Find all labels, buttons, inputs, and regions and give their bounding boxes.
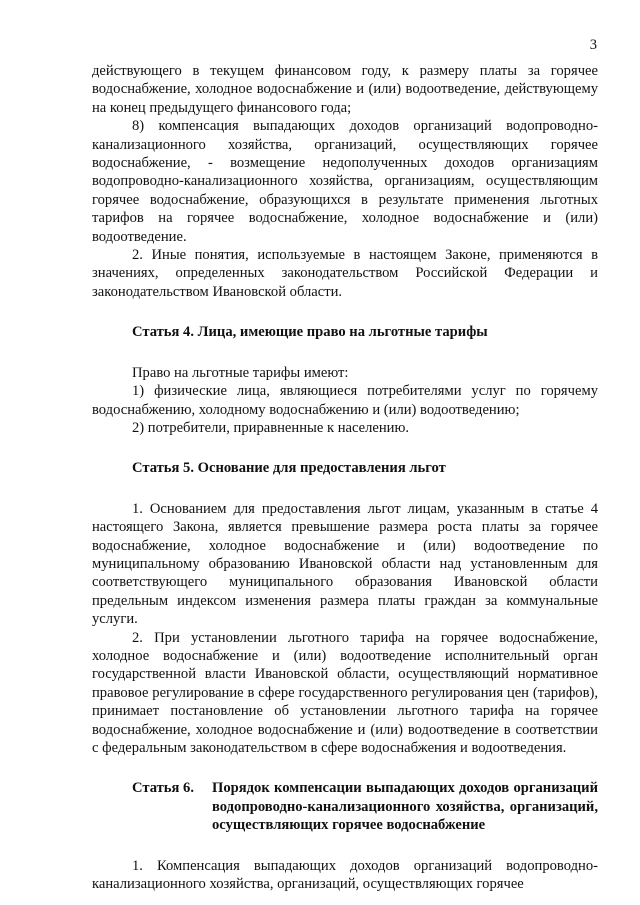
paragraph-article-5-item-1: 1. Основанием для предоставления льгот лицам, указанным в статье 4 настоящего Закона, является превышение размера роста платы за горячее водоснабжение, холодное водоснабжение и (или) водоотведение по муниципальному образованию Ивановской области над установленным для соответствующего муниципального образования Ивановской области предельным индексом изменения размера платы граждан за коммунальные услуги.: [92, 500, 598, 628]
paragraph-article-6-item-1: 1. Компенсация выпадающих доходов организаций водопроводно-канализационного хозяйства, организаций, осуществляющих горячее: [92, 857, 598, 893]
paragraph-definition-8: 8) компенсация выпадающих доходов организаций водопроводно-канализационного хозяйства, организаций, осуществляющих горячее водоснабжение, - возмещение недополученных доходов организациям водопроводно-канализационного хозяйства, организациям, осуществляющим горячее водоснабжение, образующихся в результате применения льготных тарифов на горячее водоснабжение, холодное водоснабжение и (или) водоотведение.: [92, 118, 598, 245]
heading-article-6: [92, 779, 598, 834]
paragraph-other-concepts: 2. Иные понятия, используемые в настоящем Законе, применяются в значениях, определенных законодательством Российской Федерации и законодательством Ивановской области.: [92, 247, 598, 300]
heading-article-4: Статья 4. Лица, имеющие право на льготные тарифы: [132, 324, 488, 341]
paragraph-right-intro: Право на льготные тарифы имеют:: [132, 364, 349, 381]
heading-article-5: Статья 5. Основание для предоставления льгот: [132, 460, 446, 477]
paragraph-continuation: действующего в текущем финансовом году, к размеру платы за горячее водоснабжение, холодное водоснабжение и (или) водоотведение, действующему на конец предыдущего финансового года;: [92, 63, 598, 116]
article-6-title: Порядок компенсации выпадающих доходов организаций водопроводно-канализационного хозяйства, организаций, осуществляющих горячее водоснабжение: [212, 780, 598, 834]
paragraph-right-item-1: 1) физические лица, являющиеся потребителями услуг по горячему водоснабжению, холодному водоснабжению и (или) водоотведению;: [92, 383, 598, 418]
page-number: 3: [589, 37, 597, 53]
paragraph-article-5-item-2: 2. При установлении льготного тарифа на горячее водоснабжение, холодное водоснабжение и (или) водоотведение исполнительный орган государственной власти Ивановской области, осуществляющий нормативное правовое регулирование в сфере государственного регулирования цен (тарифов), принимает постановление об установлении льготного тарифа на горячее водоснабжение, холодное водоснабжение и (или) водоотведение в соответствии с федеральным законодательством в сфере водоснабжения и водоотведения.: [92, 629, 598, 756]
article-6-number: Статья 6.: [132, 780, 194, 797]
paragraph-right-item-2: 2) потребители, приравненные к населению.: [132, 419, 410, 436]
document-body: [92, 62, 598, 893]
